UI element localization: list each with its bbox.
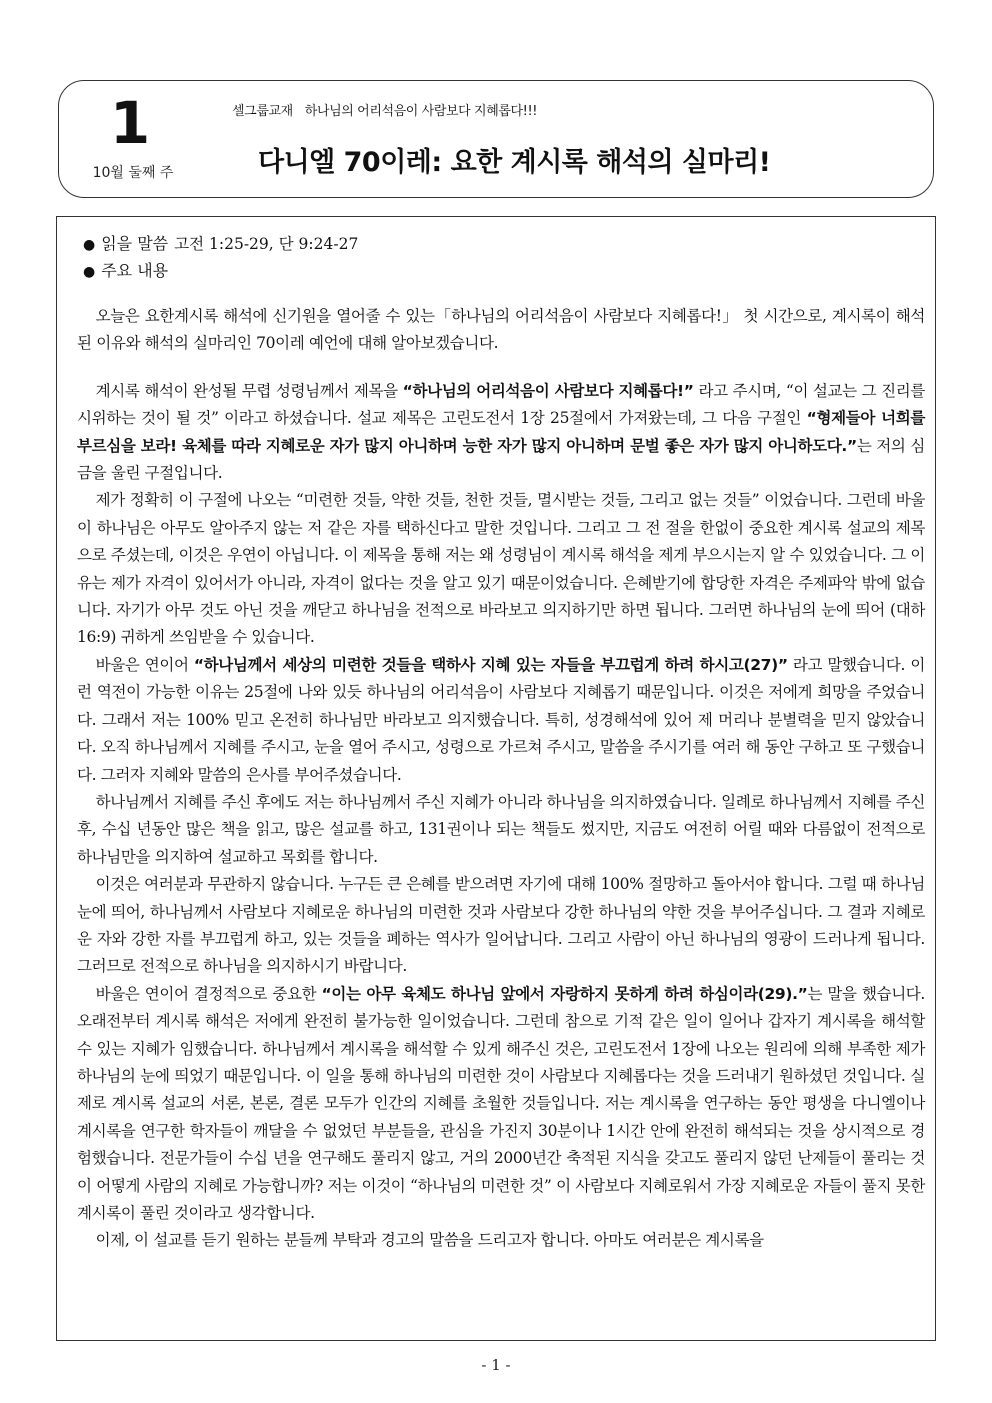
paragraph-text: 제가 정확히 이 구절에 나오는 “미련한 것들, 약한 것들, 천한 것들, 멸시받는 것들, 그리고 없는 것들” 이었습니다. 그런데 바울이 하나님은 아무도 알아주지 않는 저 같은 자를 택하신다고 말한 것입니다. 그리고 그 전 절을 한없이 중요한 계시록 설교의 제목으로 주셨는데, 이것은 우연이 아닙니다. 이 제목을 통해 저는 왜 성령님이 계시록 해석을 제게 부으시는지 알 수 있었습니다. 그 이유는 제가 자격이 있어서가 아니라, 자격이 없다는 것을 알고 있기 때문이었습니다. 은혜받기에 합당한 자격은 주제파악 밖에 없습니다. 자기가 아무 것도 아닌 것을 깨닫고 하나님을 전적으로 바라보고 의지하기만 하면 됩니다. 그러면 하나님의 눈에 띄어 (대하 16:9) 귀하게 쓰임받을 수 있습니다. (77, 491, 925, 647)
paragraph-body (77, 871, 925, 981)
bullet-icon: ● (83, 264, 96, 280)
paragraph-body (77, 652, 925, 789)
paragraph-title-origin (77, 378, 925, 488)
scripture-quote: “하나님의 어리석음이 사람보다 지혜롭다!” (402, 381, 694, 400)
paragraph-text: 이것은 여러분과 무관하지 않습니다. 누구든 큰 은혜를 받으려면 자기에 대해 100% 절망하고 돌아서야 합니다. 그럴 때 하나님 눈에 띄어, 하나님께서 사람보다 지혜로운 하나님의 미련한 것과 사람보다 강한 하나님의 약한 것을 부어주십니다. 그 결과 지혜로운 자와 강한 자를 부끄럽게 하고, 있는 것들을 폐하는 역사가 일어납니다. 그리고 사람이 아닌 하나님의 영광이 드러나게 됩니다. 그러므로 전적으로 하나님을 의지하시기 바랍니다. (77, 875, 925, 976)
reading-row (77, 231, 925, 258)
lesson-number: 1 (109, 89, 151, 157)
scripture-quote: “형제들아 너희를 부르심을 보라! 육체를 따라 지혜로운 자가 많지 아니하며 능한 자가 많지 아니하며 문벌 좋은 자가 많지 아니하도다.” (77, 409, 925, 455)
reading-verses: 고전 1:25-29, 단 9:24-27 (174, 235, 359, 253)
reading-label: 읽을 말씀 (101, 234, 169, 253)
paragraph-body (77, 487, 925, 651)
paragraph-text: 계시록 해석이 완성될 무렵 성령님께서 제목을 (95, 381, 403, 400)
series-line (232, 100, 537, 119)
paragraph-text: 이제, 이 설교를 듣기 원하는 분들께 부탁과 경고의 말씀을 드리고자 합니다. 아마도 여러분은 계시록을 (95, 1231, 764, 1250)
scripture-quote: “하나님께서 세상의 미련한 것들을 택하사 지혜 있는 자들을 부끄럽게 하려 하시고(27)” (193, 655, 788, 674)
page-title: 다니엘 70이레: 요한 계시록 해석의 실마리! (258, 147, 771, 178)
paragraph-text: 라고 말했습니다. 이런 역전이 가능한 이유는 25절에 나와 있듯 하나님의 어리석음이 사람보다 지혜롭기 때문입니다. 이것은 저에게 희망을 주었습니다. 그래서 저는 100% 믿고 온전히 하나님만 바라보고 의지했습니다. 특히, 성경해석에 있어 제 머리나 분별력을 믿지 않았습니다. 오직 하나님께서 지혜를 주시고, 눈을 열어 주시고, 성령으로 가르쳐 주시고, 말씀을 주시기를 여러 해 동안 구하고 또 구했습니다. 그러자 지혜와 말씀의 은사를 부어주셨습니다. (77, 655, 925, 784)
paragraph-text: 는 저의 심금을 울린 구절입니다. (77, 436, 925, 483)
summary-label: 주요 내용 (101, 261, 169, 280)
paragraph-body (77, 789, 925, 871)
bullet-icon: ● (83, 237, 96, 253)
paragraph-text: 오늘은 요한계시록 해석에 신기원을 열어줄 수 있는「하나님의 어리석음이 사람보다 지혜롭다!」 첫 시간으로, 계시록이 해석된 이유와 해석의 실마리인 70이레 예언에 대해 알아보겠습니다. (77, 307, 925, 353)
series-theme: 하나님의 어리석음이 사람보다 지혜롭다!!! (304, 104, 538, 119)
paragraph-text: 하나님께서 지혜를 주신 후에도 저는 하나님께서 주신 지혜가 아니라 하나님을 의지하였습니다. 일례로 하나님께서 지혜를 주신 후, 수십 년동안 많은 책을 읽고, 많은 설교를 하고, 131권이나 되는 책들도 썼지만, 지금도 여전히 어릴 때와 다름없이 전적으로 하나님만을 의지하여 설교하고 목회를 합니다. (77, 792, 925, 866)
summary-row (77, 258, 925, 285)
paragraph-intro (77, 303, 925, 358)
header-box (58, 80, 934, 198)
paragraph-text: 라고 주시며, “이 설교는 그 진리를 시위하는 것이 될 것” 이라고 하셨습니다. 설교 제목은 고린도전서 1장 25절에서 가져왔는데, 그 다음 구절인 (77, 381, 926, 428)
content-box (56, 216, 936, 1341)
paragraph-body (77, 1227, 925, 1254)
scripture-quote: “이는 아무 육체도 하나님 앞에서 자랑하지 못하게 하려 하심이라(29).” (321, 984, 808, 1003)
page-number: - 1 - (481, 1356, 511, 1374)
paragraph-text: 는 말을 했습니다. 오래전부터 계시록 해석은 저에게 완전히 불가능한 일이었습니다. 그런데 참으로 기적 같은 일이 일어나 갑자기 계시록을 해석할 수 있는 지혜가 임했습니다. 하나님께서 계시록을 해석할 수 있게 해주신 것은, 고린도전서 1장에 나오는 원리에 의해 부족한 제가 하나님의 눈에 띄었기 때문입니다. 이 일을 통해 하나님의 미련한 것이 사람보다 지혜롭다는 것을 드러내기 원하셨던 것입니다. 실제로 계시록 설교의 서론, 본론, 결론 모두가 인간의 지혜를 초월한 것들입니다. 저는 계시록을 연구하는 동안 평생을 다니엘이나 계시록을 연구한 학자들이 깨달을 수 없었던 부분들을, 관심을 가진지 30분이나 1시간 안에 완전히 해석되는 것을 상시적으로 경험했습니다. 전문가들이 수십 년을 연구해도 풀리지 않고, 거의 2000년간 축적된 지식을 갖고도 풀리지 않던 난제들이 풀리는 것이 어떻게 사람의 지혜로 가능합니까? 저는 이것이 “하나님의 미련한 것” 이 사람보다 지혜로워서 가장 지혜로운 자들이 풀지 못한 계시록이 풀린 것이라고 생각합니다. (77, 984, 926, 1222)
series-label: 셀그룹교재 (232, 104, 293, 119)
paragraph-body (77, 981, 925, 1228)
week-label: 10월 둘째 주 (92, 165, 174, 181)
paragraph-text: 바울은 연이어 (95, 655, 194, 674)
paragraph-text: 바울은 연이어 결정적으로 중요한 (95, 984, 322, 1003)
